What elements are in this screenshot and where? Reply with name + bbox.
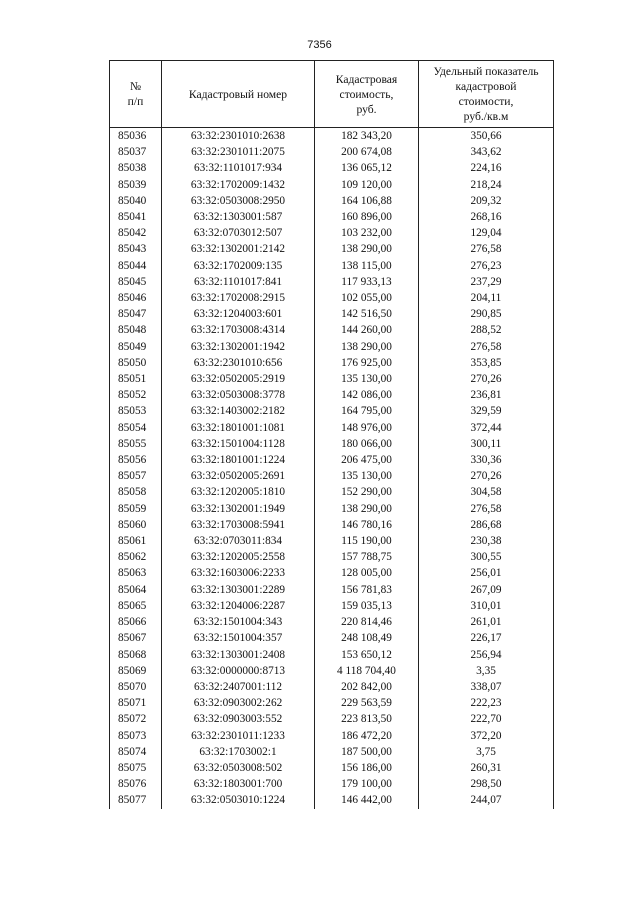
cadastral-number-cell: 63:32:1501004:357 bbox=[162, 630, 315, 646]
table-row bbox=[110, 387, 554, 403]
cadastral-value-cell: 138 115,00 bbox=[315, 258, 419, 274]
cadastral-value-cell: 146 442,00 bbox=[315, 792, 419, 808]
cadastral-number-cell: 63:32:0503008:2950 bbox=[162, 193, 315, 209]
table-row bbox=[110, 193, 554, 209]
specific-indicator-cell: 209,32 bbox=[419, 193, 554, 209]
specific-indicator-cell: 244,07 bbox=[419, 792, 554, 808]
cadastral-value-cell: 135 130,00 bbox=[315, 371, 419, 387]
cadastral-number-cell: 63:32:0502005:2691 bbox=[162, 468, 315, 484]
specific-indicator-cell: 218,24 bbox=[419, 177, 554, 193]
specific-indicator-cell: 256,01 bbox=[419, 565, 554, 581]
cadastral-value-cell: 223 813,50 bbox=[315, 711, 419, 727]
row-number-cell: 85042 bbox=[110, 225, 162, 241]
row-number-cell: 85055 bbox=[110, 436, 162, 452]
cadastral-value-cell: 156 781,83 bbox=[315, 582, 419, 598]
cadastral-number-cell: 63:32:2301010:656 bbox=[162, 355, 315, 371]
specific-indicator-cell: 353,85 bbox=[419, 355, 554, 371]
header-cadastral-value: Кадастровая стоимость, руб. bbox=[315, 61, 419, 128]
specific-indicator-cell: 230,38 bbox=[419, 533, 554, 549]
row-number-cell: 85056 bbox=[110, 452, 162, 468]
specific-indicator-cell: 286,68 bbox=[419, 517, 554, 533]
table-row bbox=[110, 225, 554, 241]
cadastral-number-cell: 63:32:1702009:1432 bbox=[162, 177, 315, 193]
specific-indicator-cell: 276,58 bbox=[419, 501, 554, 517]
row-number-cell: 85038 bbox=[110, 160, 162, 176]
row-number-cell: 85049 bbox=[110, 339, 162, 355]
table-row bbox=[110, 468, 554, 484]
specific-indicator-cell: 267,09 bbox=[419, 582, 554, 598]
row-number-cell: 85059 bbox=[110, 501, 162, 517]
specific-indicator-cell: 261,01 bbox=[419, 614, 554, 630]
row-number-cell: 85075 bbox=[110, 760, 162, 776]
cadastral-value-cell: 136 065,12 bbox=[315, 160, 419, 176]
cadastral-number-cell: 63:32:1702009:135 bbox=[162, 258, 315, 274]
row-number-cell: 85067 bbox=[110, 630, 162, 646]
cadastral-value-cell: 4 118 704,40 bbox=[315, 663, 419, 679]
table-row bbox=[110, 420, 554, 436]
cadastral-number-cell: 63:32:1302001:2142 bbox=[162, 241, 315, 257]
cadastral-number-cell: 63:32:1202005:1810 bbox=[162, 484, 315, 500]
row-number-cell: 85039 bbox=[110, 177, 162, 193]
header-specific-indicator: Удельный показатель кадастровой стоимости, руб./кв.м bbox=[419, 61, 554, 128]
table-row bbox=[110, 160, 554, 176]
cadastral-number-cell: 63:32:1204003:601 bbox=[162, 306, 315, 322]
specific-indicator-cell: 372,20 bbox=[419, 728, 554, 744]
cadastral-number-cell: 63:32:1302001:1949 bbox=[162, 501, 315, 517]
table-row bbox=[110, 306, 554, 322]
cadastral-value-cell: 160 896,00 bbox=[315, 209, 419, 225]
row-number-cell: 85071 bbox=[110, 695, 162, 711]
cadastral-number-cell: 63:32:1803001:700 bbox=[162, 776, 315, 792]
row-number-cell: 85070 bbox=[110, 679, 162, 695]
specific-indicator-cell: 304,58 bbox=[419, 484, 554, 500]
specific-indicator-cell: 3,35 bbox=[419, 663, 554, 679]
specific-indicator-cell: 350,66 bbox=[419, 128, 554, 145]
specific-indicator-cell: 3,75 bbox=[419, 744, 554, 760]
cadastral-value-cell: 248 108,49 bbox=[315, 630, 419, 646]
cadastral-value-cell: 152 290,00 bbox=[315, 484, 419, 500]
cadastral-value-cell: 159 035,13 bbox=[315, 598, 419, 614]
table-row bbox=[110, 517, 554, 533]
row-number-cell: 85065 bbox=[110, 598, 162, 614]
table-row bbox=[110, 355, 554, 371]
specific-indicator-cell: 372,44 bbox=[419, 420, 554, 436]
cadastral-value-cell: 146 780,16 bbox=[315, 517, 419, 533]
table-row bbox=[110, 598, 554, 614]
cadastral-value-cell: 117 933,13 bbox=[315, 274, 419, 290]
cadastral-value-cell: 103 232,00 bbox=[315, 225, 419, 241]
cadastral-value-cell: 109 120,00 bbox=[315, 177, 419, 193]
cadastral-value-cell: 206 475,00 bbox=[315, 452, 419, 468]
table-row bbox=[110, 776, 554, 792]
row-number-cell: 85074 bbox=[110, 744, 162, 760]
cadastral-number-cell: 63:32:1501004:1128 bbox=[162, 436, 315, 452]
cadastral-value-cell: 153 650,12 bbox=[315, 647, 419, 663]
specific-indicator-cell: 260,31 bbox=[419, 760, 554, 776]
cadastral-value-cell: 142 086,00 bbox=[315, 387, 419, 403]
row-number-cell: 85073 bbox=[110, 728, 162, 744]
cadastral-value-cell: 102 055,00 bbox=[315, 290, 419, 306]
cadastral-number-cell: 63:32:1303001:587 bbox=[162, 209, 315, 225]
table-row bbox=[110, 452, 554, 468]
cadastral-value-cell: 156 186,00 bbox=[315, 760, 419, 776]
table-row bbox=[110, 290, 554, 306]
cadastral-number-cell: 63:32:1703002:1 bbox=[162, 744, 315, 760]
table-body bbox=[110, 128, 554, 809]
cadastral-number-cell: 63:32:0703011:834 bbox=[162, 533, 315, 549]
cadastral-value-cell: 229 563,59 bbox=[315, 695, 419, 711]
row-number-cell: 85066 bbox=[110, 614, 162, 630]
table-row bbox=[110, 339, 554, 355]
cadastral-value-cell: 179 100,00 bbox=[315, 776, 419, 792]
cadastral-value-cell: 186 472,20 bbox=[315, 728, 419, 744]
row-number-cell: 85046 bbox=[110, 290, 162, 306]
specific-indicator-cell: 310,01 bbox=[419, 598, 554, 614]
specific-indicator-cell: 236,81 bbox=[419, 387, 554, 403]
cadastral-number-cell: 63:32:1204006:2287 bbox=[162, 598, 315, 614]
row-number-cell: 85041 bbox=[110, 209, 162, 225]
row-number-cell: 85052 bbox=[110, 387, 162, 403]
table-row bbox=[110, 663, 554, 679]
cadastral-number-cell: 63:32:1801001:1081 bbox=[162, 420, 315, 436]
specific-indicator-cell: 298,50 bbox=[419, 776, 554, 792]
specific-indicator-cell: 129,04 bbox=[419, 225, 554, 241]
row-number-cell: 85054 bbox=[110, 420, 162, 436]
cadastral-number-cell: 63:32:1603006:2233 bbox=[162, 565, 315, 581]
cadastral-number-cell: 63:32:1101017:841 bbox=[162, 274, 315, 290]
cadastral-value-cell: 138 290,00 bbox=[315, 241, 419, 257]
table-row bbox=[110, 501, 554, 517]
table-header bbox=[110, 61, 554, 128]
row-number-cell: 85058 bbox=[110, 484, 162, 500]
row-number-cell: 85044 bbox=[110, 258, 162, 274]
table-row bbox=[110, 614, 554, 630]
specific-indicator-cell: 343,62 bbox=[419, 144, 554, 160]
cadastral-number-cell: 63:32:0503008:502 bbox=[162, 760, 315, 776]
specific-indicator-cell: 276,58 bbox=[419, 241, 554, 257]
cadastral-number-cell: 63:32:1403002:2182 bbox=[162, 403, 315, 419]
row-number-cell: 85037 bbox=[110, 144, 162, 160]
cadastral-number-cell: 63:32:1702008:2915 bbox=[162, 290, 315, 306]
row-number-cell: 85068 bbox=[110, 647, 162, 663]
cadastral-value-table bbox=[109, 60, 554, 809]
table-row bbox=[110, 274, 554, 290]
cadastral-number-cell: 63:32:1202005:2558 bbox=[162, 549, 315, 565]
row-number-cell: 85072 bbox=[110, 711, 162, 727]
cadastral-value-cell: 164 106,88 bbox=[315, 193, 419, 209]
cadastral-number-cell: 63:32:0903002:262 bbox=[162, 695, 315, 711]
cadastral-value-cell: 128 005,00 bbox=[315, 565, 419, 581]
table-row bbox=[110, 711, 554, 727]
table-row bbox=[110, 258, 554, 274]
cadastral-number-cell: 63:32:1101017:934 bbox=[162, 160, 315, 176]
table-row bbox=[110, 484, 554, 500]
cadastral-number-cell: 63:32:2301011:2075 bbox=[162, 144, 315, 160]
row-number-cell: 85047 bbox=[110, 306, 162, 322]
cadastral-value-cell: 157 788,75 bbox=[315, 549, 419, 565]
cadastral-number-cell: 63:32:1801001:1224 bbox=[162, 452, 315, 468]
header-cadastral-number: Кадастровый номер bbox=[162, 61, 315, 128]
table-row bbox=[110, 241, 554, 257]
cadastral-number-cell: 63:32:1303001:2289 bbox=[162, 582, 315, 598]
row-number-cell: 85062 bbox=[110, 549, 162, 565]
specific-indicator-cell: 237,29 bbox=[419, 274, 554, 290]
table-row bbox=[110, 792, 554, 808]
cadastral-number-cell: 63:32:2301011:1233 bbox=[162, 728, 315, 744]
row-number-cell: 85036 bbox=[110, 128, 162, 145]
table-row bbox=[110, 128, 554, 145]
cadastral-value-cell: 115 190,00 bbox=[315, 533, 419, 549]
row-number-cell: 85053 bbox=[110, 403, 162, 419]
page-number: 7356 bbox=[307, 39, 332, 51]
table-row bbox=[110, 647, 554, 663]
specific-indicator-cell: 270,26 bbox=[419, 468, 554, 484]
table-row bbox=[110, 760, 554, 776]
table-row bbox=[110, 744, 554, 760]
cadastral-value-cell: 148 976,00 bbox=[315, 420, 419, 436]
specific-indicator-cell: 338,07 bbox=[419, 679, 554, 695]
row-number-cell: 85045 bbox=[110, 274, 162, 290]
row-number-cell: 85069 bbox=[110, 663, 162, 679]
table-row bbox=[110, 177, 554, 193]
cadastral-number-cell: 63:32:2407001:112 bbox=[162, 679, 315, 695]
table-row bbox=[110, 565, 554, 581]
cadastral-value-cell: 200 674,08 bbox=[315, 144, 419, 160]
specific-indicator-cell: 276,23 bbox=[419, 258, 554, 274]
cadastral-value-cell: 187 500,00 bbox=[315, 744, 419, 760]
specific-indicator-cell: 329,59 bbox=[419, 403, 554, 419]
row-number-cell: 85048 bbox=[110, 322, 162, 338]
table-row bbox=[110, 403, 554, 419]
table-row bbox=[110, 533, 554, 549]
cadastral-number-cell: 63:32:0000000:8713 bbox=[162, 663, 315, 679]
table-row bbox=[110, 582, 554, 598]
cadastral-number-cell: 63:32:0703012:507 bbox=[162, 225, 315, 241]
specific-indicator-cell: 300,55 bbox=[419, 549, 554, 565]
row-number-cell: 85057 bbox=[110, 468, 162, 484]
specific-indicator-cell: 222,23 bbox=[419, 695, 554, 711]
cadastral-value-cell: 135 130,00 bbox=[315, 468, 419, 484]
cadastral-value-cell: 138 290,00 bbox=[315, 501, 419, 517]
table-row bbox=[110, 549, 554, 565]
header-row-number: № п/п bbox=[110, 61, 162, 128]
specific-indicator-cell: 222,70 bbox=[419, 711, 554, 727]
specific-indicator-cell: 276,58 bbox=[419, 339, 554, 355]
table-row bbox=[110, 209, 554, 225]
specific-indicator-cell: 268,16 bbox=[419, 209, 554, 225]
cadastral-number-cell: 63:32:1303001:2408 bbox=[162, 647, 315, 663]
cadastral-number-cell: 63:32:1703008:4314 bbox=[162, 322, 315, 338]
row-number-cell: 85077 bbox=[110, 792, 162, 808]
specific-indicator-cell: 290,85 bbox=[419, 306, 554, 322]
table-row bbox=[110, 695, 554, 711]
table-row bbox=[110, 144, 554, 160]
specific-indicator-cell: 226,17 bbox=[419, 630, 554, 646]
row-number-cell: 85043 bbox=[110, 241, 162, 257]
row-number-cell: 85061 bbox=[110, 533, 162, 549]
cadastral-value-cell: 180 066,00 bbox=[315, 436, 419, 452]
table-row bbox=[110, 322, 554, 338]
cadastral-value-cell: 144 260,00 bbox=[315, 322, 419, 338]
specific-indicator-cell: 204,11 bbox=[419, 290, 554, 306]
row-number-cell: 85050 bbox=[110, 355, 162, 371]
cadastral-number-cell: 63:32:0903003:552 bbox=[162, 711, 315, 727]
cadastral-number-cell: 63:32:1703008:5941 bbox=[162, 517, 315, 533]
cadastral-number-cell: 63:32:0503010:1224 bbox=[162, 792, 315, 808]
row-number-cell: 85063 bbox=[110, 565, 162, 581]
cadastral-number-cell: 63:32:1501004:343 bbox=[162, 614, 315, 630]
cadastral-value-cell: 202 842,00 bbox=[315, 679, 419, 695]
cadastral-number-cell: 63:32:0503008:3778 bbox=[162, 387, 315, 403]
specific-indicator-cell: 224,16 bbox=[419, 160, 554, 176]
specific-indicator-cell: 288,52 bbox=[419, 322, 554, 338]
table-row bbox=[110, 679, 554, 695]
table-row bbox=[110, 630, 554, 646]
specific-indicator-cell: 256,94 bbox=[419, 647, 554, 663]
cadastral-value-cell: 164 795,00 bbox=[315, 403, 419, 419]
specific-indicator-cell: 300,11 bbox=[419, 436, 554, 452]
row-number-cell: 85040 bbox=[110, 193, 162, 209]
cadastral-value-cell: 220 814,46 bbox=[315, 614, 419, 630]
row-number-cell: 85064 bbox=[110, 582, 162, 598]
row-number-cell: 85060 bbox=[110, 517, 162, 533]
specific-indicator-cell: 330,36 bbox=[419, 452, 554, 468]
cadastral-number-cell: 63:32:2301010:2638 bbox=[162, 128, 315, 145]
cadastral-value-cell: 182 343,20 bbox=[315, 128, 419, 145]
table-row bbox=[110, 728, 554, 744]
table-row bbox=[110, 371, 554, 387]
row-number-cell: 85076 bbox=[110, 776, 162, 792]
specific-indicator-cell: 270,26 bbox=[419, 371, 554, 387]
row-number-cell: 85051 bbox=[110, 371, 162, 387]
cadastral-number-cell: 63:32:0502005:2919 bbox=[162, 371, 315, 387]
cadastral-value-cell: 142 516,50 bbox=[315, 306, 419, 322]
cadastral-value-cell: 138 290,00 bbox=[315, 339, 419, 355]
table-row bbox=[110, 436, 554, 452]
cadastral-value-cell: 176 925,00 bbox=[315, 355, 419, 371]
cadastral-number-cell: 63:32:1302001:1942 bbox=[162, 339, 315, 355]
